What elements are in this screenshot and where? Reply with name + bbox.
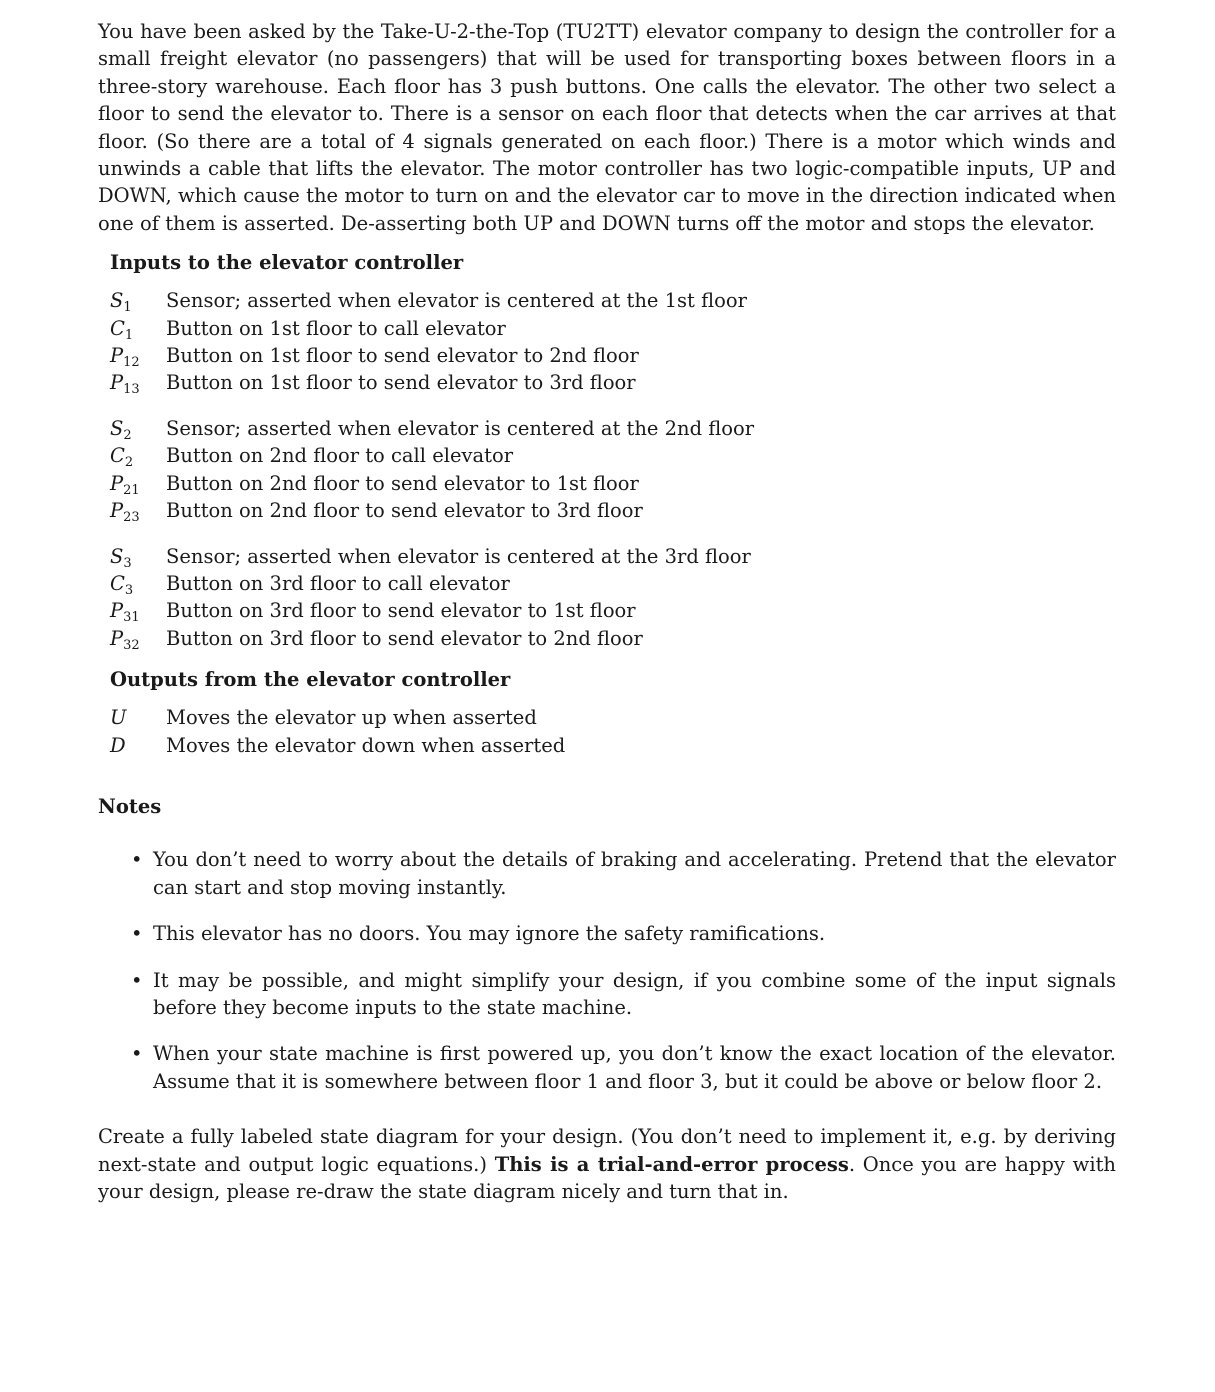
bullet-icon: • xyxy=(131,1042,143,1066)
signal-symbol: $C_2$ xyxy=(110,444,134,471)
input-row xyxy=(110,287,754,314)
note-item: • It may be possible, and might simplify your design, if you combine some of the input signals before they become inputs to the state machine. xyxy=(131,968,1116,1019)
notes-heading: Notes xyxy=(98,794,162,818)
input-row xyxy=(110,315,754,342)
input-row xyxy=(110,625,754,652)
signal-description: Sensor; asserted when elevator is centered at the 2nd floor xyxy=(166,416,755,440)
signal-description: Button on 1st floor to send elevator to 3rd floor xyxy=(166,371,636,395)
signal-description: Button on 1st floor to send elevator to 2nd floor xyxy=(166,344,639,368)
signal-symbol: $P_{21}$ xyxy=(110,471,140,498)
input-row xyxy=(110,543,754,570)
input-row xyxy=(110,497,754,524)
signal-symbol: $P_{32}$ xyxy=(110,626,140,653)
input-row xyxy=(110,369,754,396)
bullet-icon: • xyxy=(131,922,143,946)
signal-symbol: $S_2$ xyxy=(110,416,132,443)
signal-symbol: D xyxy=(110,733,126,757)
closing-paragraph: Create a fully labeled state diagram for your design. (You don’t need to implement it, e.g. by deriving next-state and output logic equations.) This is a trial-and-error process. Once you are happy with your design, please re-draw the state diagram nicely and turn that in. xyxy=(98,1125,1116,1203)
emphasis-text: This is a trial-and-error process xyxy=(494,1152,849,1176)
note-item: • When your state machine is first powered up, you don’t know the exact location of the elevator. Assume that it is somewhere between floor 1 and floor 3, but it could be above or below floor 2. xyxy=(131,1042,1116,1093)
inputs-table xyxy=(110,287,754,652)
output-row xyxy=(110,704,565,731)
signal-description: Moves the elevator down when asserted xyxy=(166,733,566,757)
input-row xyxy=(110,415,754,442)
intro-paragraph: You have been asked by the Take-U-2-the-Top (TU2TT) elevator company to design the controller for a small freight elevator (no passengers) that will be used for transporting boxes between floors in a three-story warehouse. Each floor has 3 push buttons. One calls the elevator. The other two select a floor to send the elevator to. There is a sensor on each floor that detects when the car arrives at that floor. (So there are a total of 4 signals generated on each floor.) There is a motor which winds and unwinds a cable that lifts the elevator. The motor controller has two logic-compatible inputs, UP and DOWN, which cause the motor to turn on and the elevator car to move in the direction indicated when one of them is asserted. De-asserting both UP and DOWN turns off the motor and stops the elevator. xyxy=(98,20,1116,235)
outputs-table xyxy=(110,704,565,759)
input-row xyxy=(110,342,754,369)
inputs-heading: Inputs to the elevator controller xyxy=(110,251,464,275)
signal-symbol: $P_{23}$ xyxy=(110,499,140,526)
output-row xyxy=(110,732,565,759)
input-row xyxy=(110,597,754,624)
bullet-icon: • xyxy=(131,968,143,992)
signal-symbol: $S_1$ xyxy=(110,289,132,316)
signal-description: Sensor; asserted when elevator is centered at the 1st floor xyxy=(166,289,747,313)
signal-symbol: $P_{31}$ xyxy=(110,599,140,626)
notes-list xyxy=(98,846,1116,1095)
signal-description: Button on 3rd floor to call elevator xyxy=(166,571,510,595)
note-item: • This elevator has no doors. You may ignore the safety ramifications. xyxy=(153,920,1116,947)
outputs-heading: Outputs from the elevator controller xyxy=(110,668,511,692)
signal-symbol: $C_3$ xyxy=(110,571,134,598)
signal-description: Moves the elevator up when asserted xyxy=(166,706,537,730)
signal-description: Button on 2nd floor to call elevator xyxy=(166,444,514,468)
signal-description: Button on 1st floor to call elevator xyxy=(166,316,506,340)
signal-description: Sensor; asserted when elevator is centered at the 3rd floor xyxy=(166,544,751,568)
bullet-icon: • xyxy=(131,848,143,872)
signal-description: Button on 3rd floor to send elevator to 1st floor xyxy=(166,599,636,623)
signal-description: Button on 2nd floor to send elevator to 3rd floor xyxy=(166,499,643,523)
signal-symbol: U xyxy=(110,706,127,730)
signal-symbol: $P_{13}$ xyxy=(110,371,140,398)
input-row xyxy=(110,442,754,469)
signal-symbol: $S_3$ xyxy=(110,544,132,571)
input-row xyxy=(110,470,754,497)
signal-description: Button on 2nd floor to send elevator to 1st floor xyxy=(166,471,639,495)
signal-description: Button on 3rd floor to send elevator to 2nd floor xyxy=(166,626,643,650)
note-item: • You don’t need to worry about the details of braking and accelerating. Pretend that the elevator can start and stop moving instantly. xyxy=(131,848,1116,899)
signal-symbol: $C_1$ xyxy=(110,316,134,343)
signal-symbol: $P_{12}$ xyxy=(110,344,140,371)
input-row xyxy=(110,570,754,597)
